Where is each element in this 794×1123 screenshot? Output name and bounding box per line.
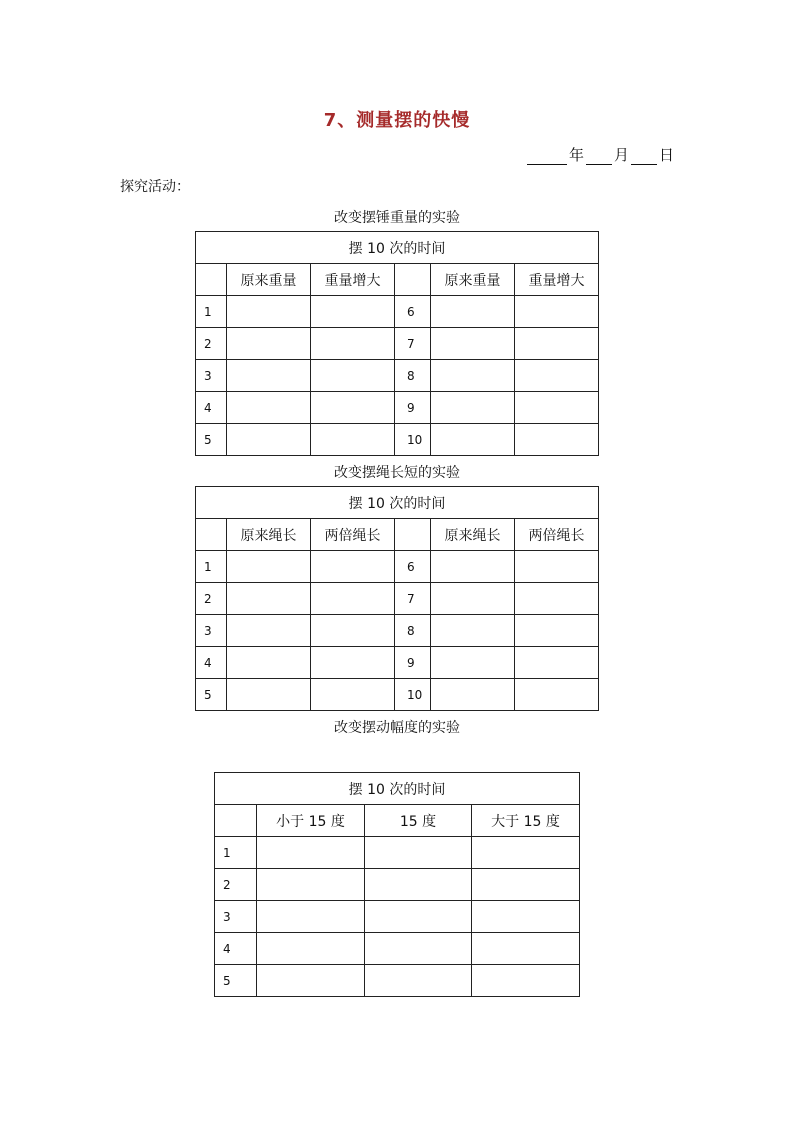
- entry-cell[interactable]: [311, 296, 395, 328]
- entry-cell[interactable]: [257, 837, 365, 869]
- row-number: 1: [196, 296, 227, 328]
- entry-cell[interactable]: [365, 837, 472, 869]
- entry-cell[interactable]: [311, 583, 395, 615]
- year-blank[interactable]: [527, 150, 567, 165]
- row-number: 10: [395, 679, 431, 711]
- month-label: 月: [613, 146, 629, 164]
- row-number: 5: [196, 679, 227, 711]
- table-row: [196, 679, 599, 711]
- row-number: 2: [196, 328, 227, 360]
- day-label: 日: [658, 146, 674, 164]
- table-row: [215, 933, 580, 965]
- row-number: 1: [215, 837, 257, 869]
- table-row: [196, 296, 599, 328]
- entry-cell[interactable]: [515, 296, 599, 328]
- entry-cell[interactable]: [365, 901, 472, 933]
- table-caption-length: 改变摆绳长短的实验: [334, 465, 460, 481]
- activity-label: 探究活动：: [120, 179, 190, 195]
- table-row: [196, 647, 599, 679]
- entry-cell[interactable]: [472, 837, 580, 869]
- entry-cell[interactable]: [431, 360, 515, 392]
- table-row: [215, 837, 580, 869]
- row-number: 4: [196, 647, 227, 679]
- table-row: [215, 901, 580, 933]
- column-header: 重量增大: [515, 264, 599, 296]
- blank-cell: [215, 805, 257, 837]
- entry-cell[interactable]: [227, 328, 311, 360]
- entry-cell[interactable]: [257, 965, 365, 997]
- entry-cell[interactable]: [515, 615, 599, 647]
- column-header: 重量增大: [311, 264, 395, 296]
- entry-cell[interactable]: [431, 647, 515, 679]
- table-row: [196, 583, 599, 615]
- entry-cell[interactable]: [515, 328, 599, 360]
- row-number: 3: [196, 615, 227, 647]
- table-row: [215, 869, 580, 901]
- row-number: 2: [196, 583, 227, 615]
- entry-cell[interactable]: [311, 360, 395, 392]
- row-number: 7: [395, 583, 431, 615]
- entry-cell[interactable]: [431, 583, 515, 615]
- page-title: 7、测量摆的快慢: [323, 110, 471, 131]
- entry-cell[interactable]: [365, 869, 472, 901]
- table-row: [196, 328, 599, 360]
- table-row: [196, 615, 599, 647]
- entry-cell[interactable]: [515, 583, 599, 615]
- row-number: 2: [215, 869, 257, 901]
- entry-cell[interactable]: [431, 328, 515, 360]
- row-number: 6: [395, 551, 431, 583]
- row-number: 4: [215, 933, 257, 965]
- entry-cell[interactable]: [311, 647, 395, 679]
- blank-cell: [395, 264, 431, 296]
- entry-cell[interactable]: [431, 296, 515, 328]
- entry-cell[interactable]: [515, 424, 599, 456]
- row-number: 5: [196, 424, 227, 456]
- blank-cell: [395, 519, 431, 551]
- entry-cell[interactable]: [227, 679, 311, 711]
- entry-cell[interactable]: [472, 869, 580, 901]
- entry-cell[interactable]: [515, 392, 599, 424]
- year-label: 年: [568, 146, 584, 164]
- table-row: [215, 805, 580, 837]
- table-header: 摆 10 次的时间: [196, 487, 599, 519]
- amplitude-table: [214, 772, 580, 997]
- table-row: [215, 965, 580, 997]
- entry-cell[interactable]: [365, 965, 472, 997]
- entry-cell[interactable]: [257, 933, 365, 965]
- length-table: [195, 486, 599, 711]
- entry-cell[interactable]: [472, 965, 580, 997]
- entry-cell[interactable]: [515, 679, 599, 711]
- table-row: [196, 551, 599, 583]
- entry-cell[interactable]: [227, 360, 311, 392]
- column-header: 大于 15 度: [472, 805, 580, 837]
- entry-cell[interactable]: [257, 901, 365, 933]
- column-header: 小于 15 度: [257, 805, 365, 837]
- column-header: 两倍绳长: [515, 519, 599, 551]
- row-number: 10: [395, 424, 431, 456]
- column-header: 原来绳长: [431, 519, 515, 551]
- table-row: [196, 360, 599, 392]
- month-blank[interactable]: [586, 150, 612, 165]
- entry-cell[interactable]: [311, 615, 395, 647]
- entry-cell[interactable]: [431, 392, 515, 424]
- row-number: 9: [395, 647, 431, 679]
- entry-cell[interactable]: [365, 933, 472, 965]
- entry-cell[interactable]: [227, 392, 311, 424]
- row-number: 4: [196, 392, 227, 424]
- entry-cell[interactable]: [227, 296, 311, 328]
- table-row: [196, 264, 599, 296]
- entry-cell[interactable]: [515, 647, 599, 679]
- entry-cell[interactable]: [472, 933, 580, 965]
- row-number: 1: [196, 551, 227, 583]
- entry-cell[interactable]: [311, 328, 395, 360]
- entry-cell[interactable]: [257, 869, 365, 901]
- row-number: 8: [395, 360, 431, 392]
- entry-cell[interactable]: [472, 901, 580, 933]
- table-row: [196, 519, 599, 551]
- row-number: 6: [395, 296, 431, 328]
- row-number: 9: [395, 392, 431, 424]
- entry-cell[interactable]: [227, 551, 311, 583]
- entry-cell[interactable]: [515, 360, 599, 392]
- entry-cell[interactable]: [311, 551, 395, 583]
- row-number: 7: [395, 328, 431, 360]
- entry-cell[interactable]: [431, 679, 515, 711]
- column-header: 原来重量: [431, 264, 515, 296]
- entry-cell[interactable]: [431, 615, 515, 647]
- table-row: [196, 392, 599, 424]
- table-caption-amplitude: 改变摆动幅度的实验: [334, 720, 460, 736]
- column-header: 两倍绳长: [311, 519, 395, 551]
- weight-table: [195, 231, 599, 456]
- entry-cell[interactable]: [311, 392, 395, 424]
- day-blank[interactable]: [631, 150, 657, 165]
- table-caption-weight: 改变摆锤重量的实验: [334, 210, 460, 226]
- entry-cell[interactable]: [431, 424, 515, 456]
- entry-cell[interactable]: [431, 551, 515, 583]
- column-header: 原来绳长: [227, 519, 311, 551]
- blank-cell: [196, 519, 227, 551]
- entry-cell[interactable]: [227, 615, 311, 647]
- entry-cell[interactable]: [515, 551, 599, 583]
- table-header: 摆 10 次的时间: [196, 232, 599, 264]
- row-number: 3: [215, 901, 257, 933]
- row-number: 5: [215, 965, 257, 997]
- row-number: 8: [395, 615, 431, 647]
- blank-cell: [196, 264, 227, 296]
- entry-cell[interactable]: [227, 583, 311, 615]
- column-header: 15 度: [365, 805, 472, 837]
- table-header: 摆 10 次的时间: [215, 773, 580, 805]
- row-number: 3: [196, 360, 227, 392]
- entry-cell[interactable]: [227, 647, 311, 679]
- date-line: [525, 144, 674, 165]
- entry-cell[interactable]: [311, 424, 395, 456]
- column-header: 原来重量: [227, 264, 311, 296]
- entry-cell[interactable]: [227, 424, 311, 456]
- table-row: [196, 424, 599, 456]
- entry-cell[interactable]: [311, 679, 395, 711]
